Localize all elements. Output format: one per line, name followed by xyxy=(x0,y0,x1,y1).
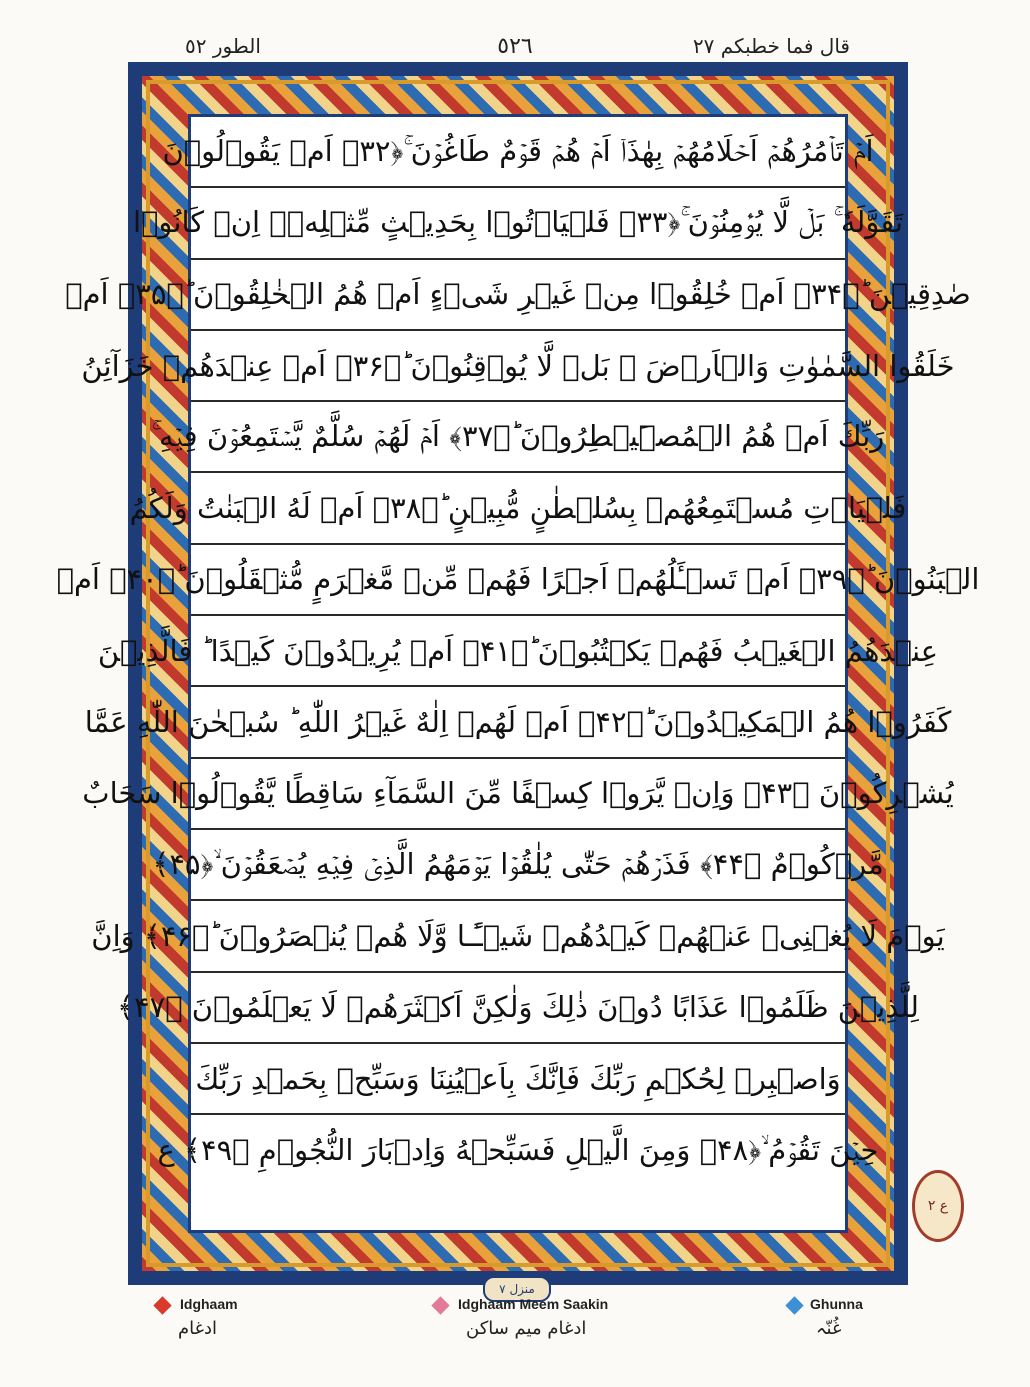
text-line: اَمۡ تَاۡمُرُهُمۡ اَحۡلَامُهُمۡ بِهٰذَاۤ اَمۡ هُمۡ قَوۡمٌ طَاغُوۡنَ ۚ﴿۳۲﴾ اَمۡ يَقُوۡلُوۡنَ xyxy=(191,117,845,188)
page-number: ٥٢٦ xyxy=(497,34,533,59)
text-line: صٰدِقِيۡنَ ؕ﴿۳۴﴾ اَمۡ خُلِقُوۡا مِنۡ غَيۡرِ شَىۡءٍ اَمۡ هُمُ الۡخٰلِقُوۡنَ ؕ﴿۳۵﴾ اَمۡ xyxy=(191,260,845,331)
legend-label-ur: ادغام میم ساکن xyxy=(466,1318,587,1339)
surah-name: الطور ٥٢ xyxy=(185,34,261,58)
text-line: رَبِّكَ اَمۡ هُمُ الۡمُصَۜيۡطِرُوۡنَ ؕ﴿۳۷﴾ اَمۡ لَهُمۡ سُلَّمٌ يَّسۡتَمِعُوۡنَ فِيۡهِ ۚ xyxy=(191,402,845,473)
text-line: مَّرۡكُوۡمٌ ﴿۴۴﴾ فَذَرۡهُمۡ حَتّٰى يُلٰقُوۡا يَوۡمَهُمُ الَّذِىۡ فِيۡهِ يُصۡعَقُوۡنَ ۙ﴿۴۵﴾ xyxy=(191,830,845,901)
legend-label-ur: ادغام xyxy=(178,1318,218,1339)
legend-label-en: Idghaam Meem Saakin xyxy=(458,1296,609,1312)
text-line: خَلَقُوا السَّمٰوٰتِ وَالۡاَرۡضَ ۚ بَلۡ لَّا يُوۡقِنُوۡنَ ؕ﴿۳۶﴾ اَمۡ عِنۡدَهُمۡ خَزَآئِنُ xyxy=(191,331,845,402)
text-line: الۡبَنُوۡنَ ؕ﴿۳۹﴾ اَمۡ تَسۡـَٔلُهُمۡ اَجۡرًا فَهُمۡ مِّنۡ مَّغۡرَمٍ مُّثۡقَلُوۡنَ ؕ﴿۴۰﴾ اَمۡ xyxy=(191,545,845,616)
page-header xyxy=(0,30,1030,64)
pink-diamond-icon xyxy=(431,1296,449,1314)
text-line: فَلۡيَاۡتِ مُسۡتَمِعُهُمۡ بِسُلۡطٰنٍ مُّبِيۡنٍ ؕ﴿۳۸﴾ اَمۡ لَهُ الۡبَنٰتُ وَلَكُمُ xyxy=(191,473,845,544)
text-line: كَفَرُوۡا هُمُ الۡمَكِيۡدُوۡنَ ؕ﴿۴۲﴾ اَمۡ لَهُمۡ اِلٰهٌ غَيۡرُ اللّٰهِ ؕ سُبۡحٰنَ اللّٰهِ عَمَّا xyxy=(191,687,845,758)
blue-diamond-icon xyxy=(785,1296,803,1314)
text-line: وَاصۡبِرۡ لِحُكۡمِ رَبِّكَ فَاِنَّكَ بِاَعۡيُنِنَا وَسَبِّحۡ بِحَمۡدِ رَبِّكَ xyxy=(191,1044,845,1115)
legend-label-ur: غُنّہ xyxy=(816,1318,842,1339)
text-line: عِنۡدَهُمُ الۡغَيۡبُ فَهُمۡ يَكۡتُبُوۡنَ ؕ﴿۴۱﴾ اَمۡ يُرِيۡدُوۡنَ كَيۡدًا ؕ فَالَّذِيۡنَ xyxy=(191,616,845,687)
juz-name: قال فما خطبکم ٢٧ xyxy=(692,34,850,58)
text-line: تَقَوَّلَهٗ ۚ بَلۡ لَّا يُؤۡمِنُوۡنَ ۚ﴿۳۳﴾ فَلۡيَاۡتُوۡا بِحَدِيۡثٍ مِّثۡلِهٖۤ اِنۡ كَانُوۡا xyxy=(191,188,845,259)
legend-label-en: Idghaam xyxy=(180,1296,238,1312)
text-line: حِيۡنَ تَقُوۡمُ ۙ﴿۴۸﴾ وَمِنَ الَّيۡلِ فَسَبِّحۡهُ وَاِدۡبَارَ النُّجُوۡمِ ﴿۴۹﴾ ع xyxy=(157,1133,879,1168)
red-diamond-icon xyxy=(153,1296,171,1314)
text-line: يُشۡرِكُوۡنَ ﴿۴۳﴾ وَاِنۡ يَّرَوۡا كِسۡفًا مِّنَ السَّمَآءِ سَاقِطًا يَّقُوۡلُوۡا سَحَابٌ xyxy=(191,759,845,830)
ruku-marker: ع ٢ xyxy=(912,1170,964,1242)
legend-label-en: Ghunna xyxy=(810,1296,863,1312)
text-line: يَوۡمَ لَا يُغۡنِىۡ عَنۡهُمۡ كَيۡدُهُمۡ شَيۡـًٔـا وَّلَا هُمۡ يُنۡصَرُوۡنَ ؕ﴿۴۶﴾ وَاِنَّ xyxy=(191,901,845,972)
manzil-badge: منزل ٧ xyxy=(483,1276,551,1302)
text-line: لِلَّذِيۡنَ ظَلَمُوۡا عَذَابًا دُوۡنَ ذٰلِكَ وَلٰكِنَّ اَكۡثَرَهُمۡ لَا يَعۡلَمُوۡنَ ﴿۴۷﴾ xyxy=(191,973,845,1044)
